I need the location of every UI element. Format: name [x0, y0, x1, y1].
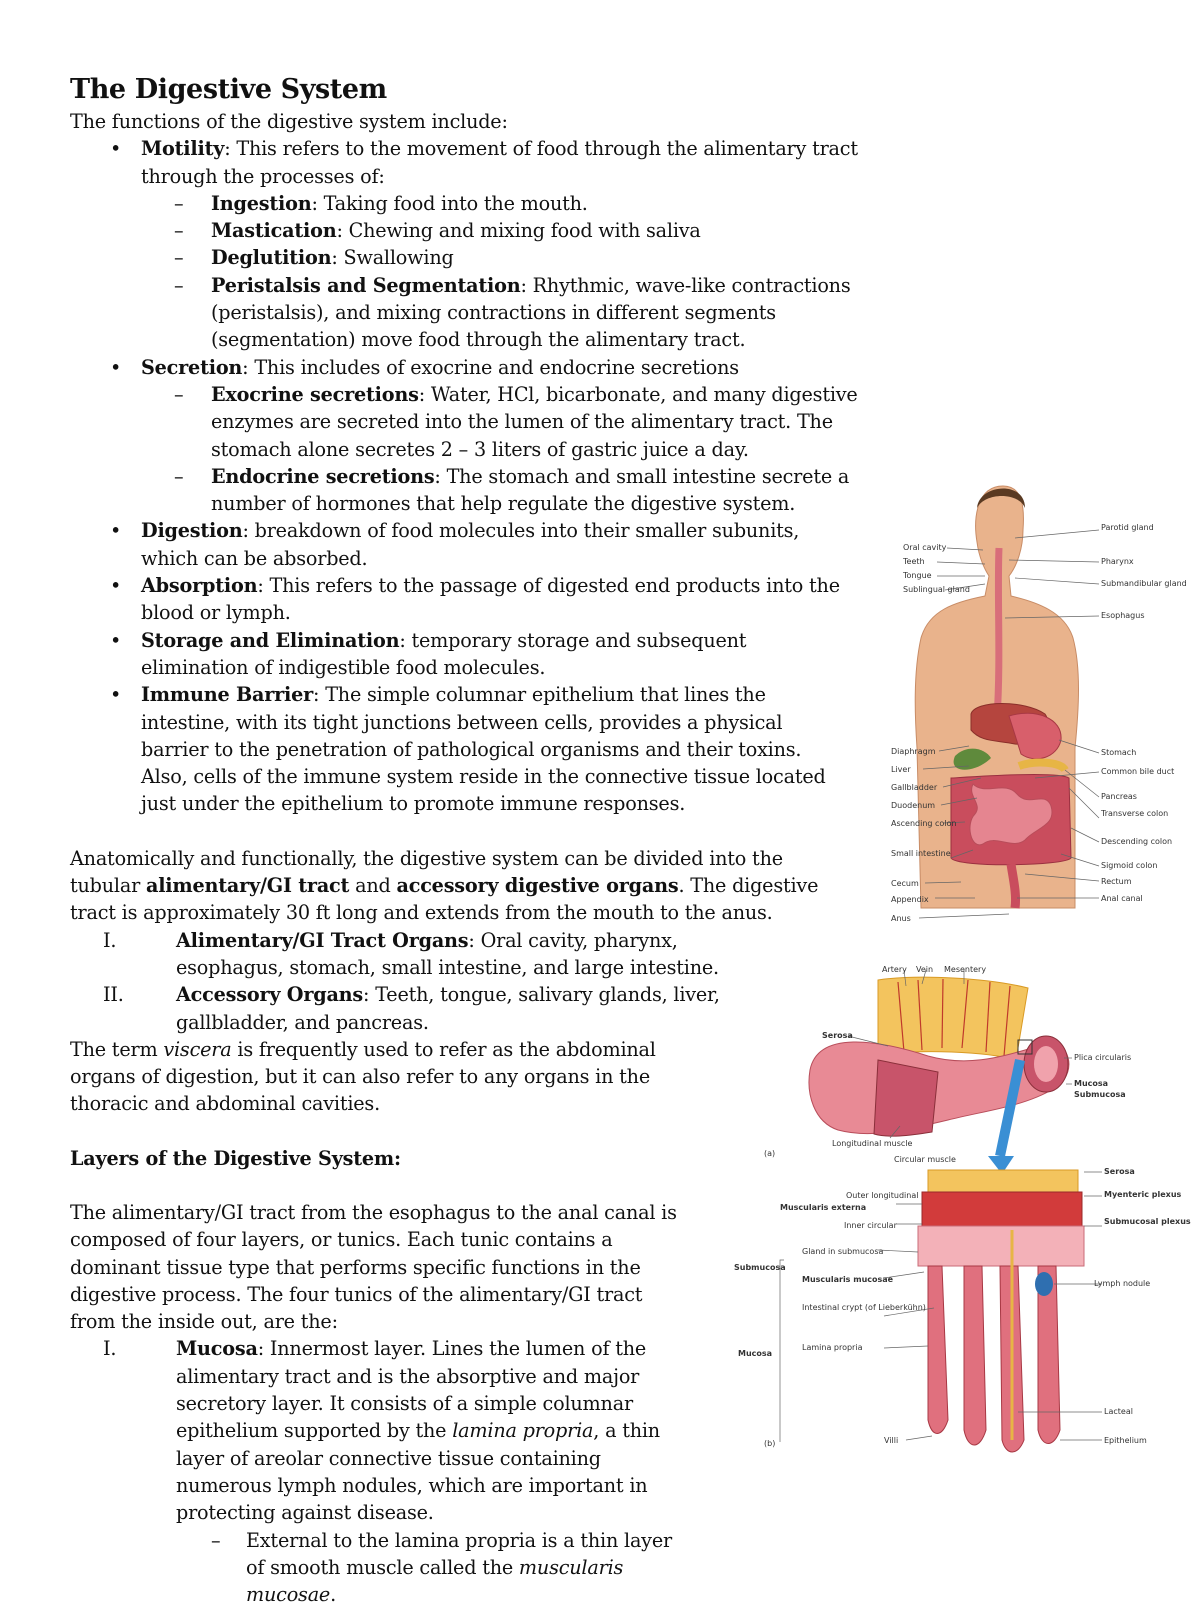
- organ-list: [70, 927, 790, 1036]
- definition: : Water, HCl, bicarbonate, and many digestive enzymes are secreted into the lumen of the alimentary tract. The stomach alone secretes 2 – 3 liters of gastric juice a day.: [211, 382, 858, 461]
- list-item: [70, 1527, 695, 1608]
- definition: : Oral cavity, pharynx, esophagus, stomach, small intestine, and large intestine.: [176, 928, 719, 979]
- figure-label: Liver: [891, 765, 911, 774]
- intro-text: The functions of the digestive system include:: [70, 110, 508, 133]
- sub-list: [70, 1527, 695, 1608]
- definition: : Chewing and mixing food with saliva: [336, 219, 701, 243]
- term: Digestion: [141, 519, 243, 543]
- definition: : Taking food into the mouth.: [311, 191, 588, 215]
- list-item: [70, 135, 860, 353]
- text-run: is frequently used to refer as the abdominal organs of digestion, but it can also refer to any organs in the thoracic and abdominal cavities.: [70, 1037, 656, 1116]
- sub-list: [70, 190, 860, 354]
- list-item: [70, 217, 860, 244]
- figure-label: Common bile duct: [1101, 767, 1175, 776]
- list-item: [70, 572, 841, 627]
- tunic-list: [70, 1335, 695, 1608]
- term: Motility: [141, 137, 225, 161]
- figure-label: Anus: [891, 914, 911, 923]
- roman-numeral: I.: [103, 928, 117, 952]
- definition: : This includes of exocrine and endocrine secretions: [242, 355, 739, 379]
- definition: : temporary storage and subsequent elimination of indigestible food molecules.: [141, 628, 747, 679]
- term: Storage and Elimination: [141, 628, 400, 652]
- figure-label: Diaphragm: [891, 747, 936, 756]
- figure-label: Lamina propria: [802, 1343, 863, 1352]
- definition: : The stomach and small intestine secrete a number of hormones that help regulate the digestive system.: [211, 464, 850, 516]
- text-run: and: [349, 874, 397, 898]
- list-item: [70, 627, 841, 682]
- list-item: [70, 190, 860, 217]
- figure-label: Myenteric plexus: [1104, 1190, 1182, 1199]
- definition: : Innermost layer. Lines the lumen of the alimentary tract and is the absorptive and major secretory layer. It consists of a simple columnar epithelium supported by the: [176, 1337, 647, 1443]
- roman-numeral: II.: [103, 983, 124, 1007]
- figure-label: Circular muscle: [894, 1155, 956, 1164]
- list-item: [70, 1335, 695, 1608]
- figure-label: Mucosa: [738, 1349, 773, 1358]
- figure-label: Esophagus: [1101, 611, 1145, 620]
- term: accessory digestive organs: [396, 874, 679, 898]
- definition: : Teeth, tongue, salivary glands, liver, gallbladder, and pancreas.: [176, 983, 720, 1034]
- italic-term: lamina propria: [452, 1419, 594, 1443]
- functions-list: [70, 135, 860, 817]
- figure-label: Villi: [884, 1436, 899, 1445]
- figure-label: Sigmoid colon: [1101, 861, 1158, 870]
- definition: , a thin layer of areolar connective tissue containing numerous lymph nodules, which are important in protecting against disease.: [176, 1419, 660, 1525]
- definition: : This refers to the passage of digested end products into the blood or lymph.: [141, 574, 840, 625]
- figure-label: Parotid gland: [1101, 523, 1154, 532]
- gi-wall-layers-figure: [728, 960, 1191, 1460]
- definition: : Rhythmic, wave-like contractions (peristalsis), and mixing contractions in different segments (segmentation) move food through the alimentary tract.: [211, 273, 851, 352]
- figure-label: Longitudinal muscle: [832, 1139, 913, 1148]
- figure-label: Epithelium: [1104, 1436, 1147, 1445]
- figure-label: Muscularis externa: [780, 1203, 867, 1212]
- term: Accessory Organs: [176, 983, 364, 1007]
- list-item: [70, 244, 860, 271]
- figure-label: Muscularis mucosae: [802, 1275, 894, 1284]
- layers-paragraph: The alimentary/GI tract from the esophagus to the anal canal is composed of four layers, or tunics. Each tunic contains a dominant tissue type that performs specific functions in the digestive process. The four tunics of the alimentary/GI tract from the inside out, are the:: [70, 1200, 677, 1334]
- term: Immune Barrier: [141, 683, 314, 707]
- sub-list: [70, 381, 860, 517]
- figure-label: Plica circularis: [1074, 1053, 1132, 1062]
- viscera-paragraph: [70, 1036, 660, 1118]
- list-item: [70, 927, 790, 982]
- figure-label: Vein: [916, 965, 934, 974]
- figure-label: Sublingual gland: [903, 585, 970, 594]
- figure-label: Submucosa: [734, 1263, 786, 1272]
- text-run: The term: [70, 1037, 164, 1061]
- figure-label: Ascending colon: [891, 819, 957, 828]
- figure-label: Duodenum: [891, 801, 936, 810]
- list-item: [70, 381, 860, 463]
- figure-label: Mesentery: [944, 965, 987, 974]
- figure-label: Intestinal crypt (of Lieberkühn): [802, 1303, 926, 1312]
- italic-term: viscera: [163, 1037, 232, 1061]
- text-run: Anatomically and functionally, the digestive system can be divided into the tubular: [70, 846, 783, 898]
- term: Alimentary/GI Tract Organs: [176, 928, 469, 952]
- term: Ingestion: [211, 191, 312, 215]
- page-title: The Digestive System: [70, 74, 387, 105]
- figure-label: Artery: [882, 965, 907, 974]
- figure-label: Cecum: [891, 879, 919, 888]
- figure-label: Oral cavity: [903, 543, 947, 552]
- term: Deglutition: [211, 246, 332, 270]
- term: Secretion: [141, 355, 243, 379]
- roman-numeral: I.: [103, 1337, 117, 1361]
- list-item: [70, 272, 860, 354]
- figure-label: Anal canal: [1101, 894, 1143, 903]
- figure-label: Pharynx: [1101, 557, 1134, 566]
- figure-label: Inner circular: [844, 1221, 897, 1230]
- figure-label: Serosa: [822, 1031, 853, 1040]
- list-item: [70, 681, 851, 817]
- figure-label: Submandibular gland: [1101, 579, 1187, 588]
- figure-label: Descending colon: [1101, 837, 1173, 846]
- italic-term: muscularis mucosae: [246, 1555, 624, 1607]
- figure-label: Transverse colon: [1101, 809, 1169, 818]
- definition: : breakdown of food molecules into their smaller subunits, which can be absorbed.: [141, 519, 800, 570]
- figure-label: Stomach: [1101, 748, 1137, 757]
- text-run: . The digestive tract is approximately 30 ft long and extends from the mouth to the anus.: [70, 874, 819, 925]
- list-item: [70, 354, 860, 518]
- text-run: .: [330, 1583, 336, 1607]
- figure-label: Lymph nodule: [1094, 1279, 1151, 1288]
- figure-label: Rectum: [1101, 877, 1132, 886]
- figure-label: (a): [764, 1149, 776, 1158]
- figure-label: Pancreas: [1101, 792, 1137, 801]
- term: Mucosa: [176, 1337, 258, 1361]
- figure-label: Serosa: [1104, 1167, 1135, 1176]
- term: Exocrine secretions: [211, 382, 419, 406]
- term: Mastication: [211, 219, 337, 243]
- text-run: External to the lamina propria is a thin layer of smooth muscle called the: [246, 1528, 672, 1579]
- heading-text: Layers of the Digestive System:: [70, 1146, 401, 1170]
- figure-label: Mucosa: [1074, 1079, 1109, 1088]
- list-item: [70, 463, 860, 518]
- term: Absorption: [141, 574, 258, 598]
- list-item: [70, 517, 860, 572]
- definition: : The simple columnar epithelium that lines the intestine, with its tight junctions between cells, provides a physical barrier to the penetration of pathological organisms and their toxins. Also, cells of the immune system reside in the connective tissue located just under the epithelium to promote immune responses.: [141, 683, 826, 816]
- figure-label: Submucosa: [1074, 1090, 1126, 1099]
- definition: : This refers to the movement of food through the alimentary tract through the processes of:: [141, 137, 858, 188]
- term: alimentary/GI tract: [145, 874, 350, 898]
- figure-label: Gallbladder: [891, 783, 938, 792]
- figure-label: Teeth: [903, 557, 925, 566]
- anatomy-paragraph: [70, 845, 856, 927]
- digestive-system-figure: [885, 478, 1187, 928]
- term: Endocrine secretions: [211, 464, 435, 488]
- figure-label: Lacteal: [1104, 1407, 1133, 1416]
- figure-label: (b): [764, 1439, 776, 1448]
- figure-label: Tongue: [903, 571, 932, 580]
- figure-label: Small intestine: [891, 849, 951, 858]
- figure-label: Gland in submucosa: [802, 1247, 884, 1256]
- figure-label: Outer longitudinal: [846, 1191, 919, 1200]
- term: Peristalsis and Segmentation: [211, 273, 521, 297]
- figure-label: Appendix: [891, 895, 929, 904]
- list-item: [70, 981, 790, 1036]
- definition: : Swallowing: [331, 246, 454, 270]
- figure-label: Submucosal plexus: [1104, 1217, 1191, 1226]
